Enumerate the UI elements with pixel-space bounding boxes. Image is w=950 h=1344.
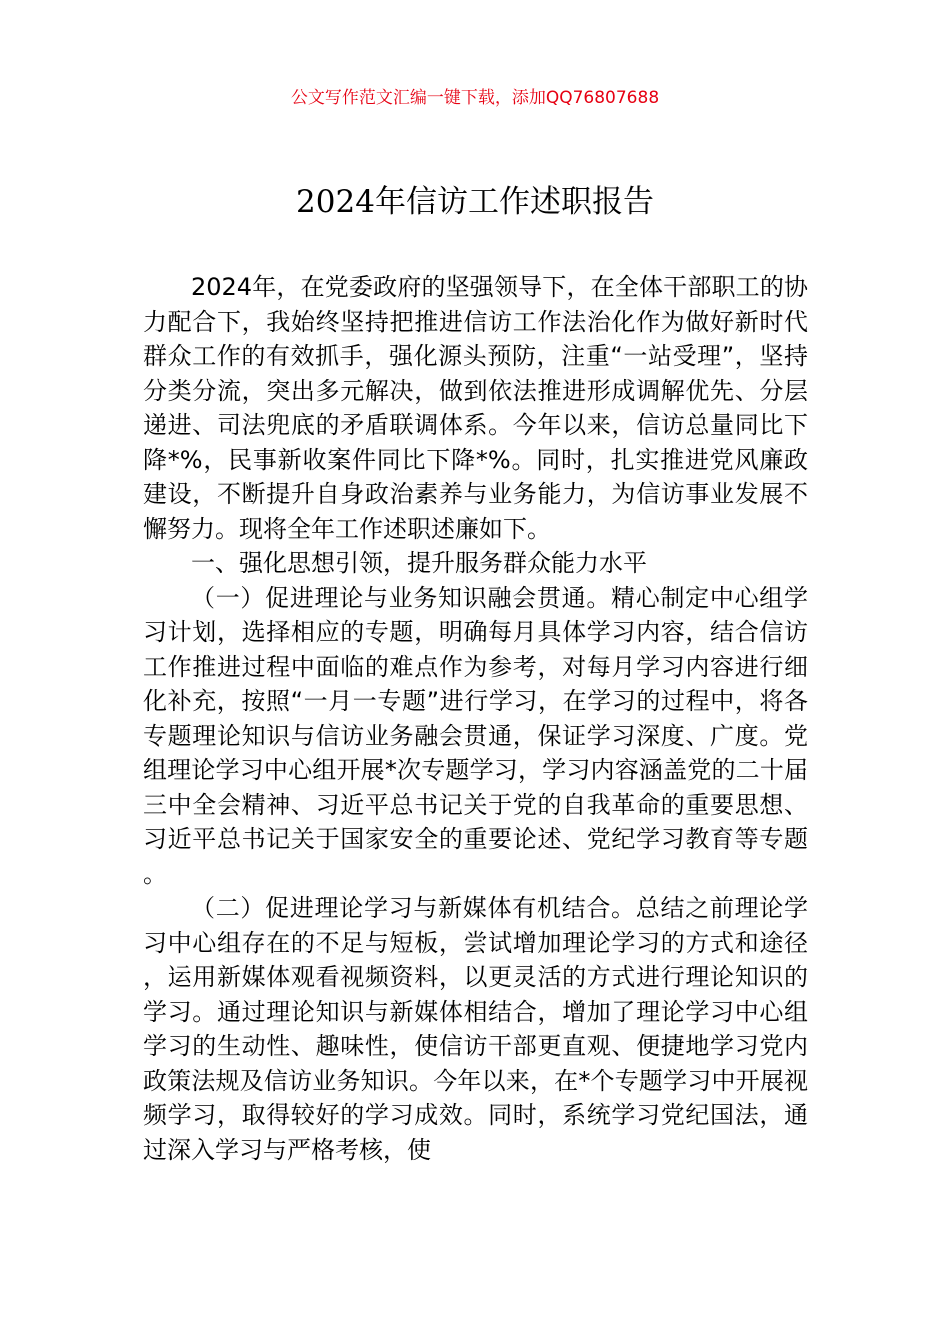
document-title: 2024年信访工作述职报告 xyxy=(296,184,654,220)
intro-paragraph: 2024年，在党委政府的坚强领导下，在全体干部职工的协力配合下，我始终坚持把推进信访工作法治化作为做好新时代群众工作的有效抓手，强化源头预防，注重“一站受理”，坚持分类分流，突出多元解决，做到依法推进形成调解优先、分层递进、司法兜底的矛盾联调体系。今年以来，信访总量同比下降*%，民事新收案件同比下降*%。同时，扎实推进党风廉政建设，不断提升自身政治素养与业务能力，为信访事业发展不懈努力。现将全年工作述职述廉如下。 xyxy=(143,273,808,543)
document-body xyxy=(143,270,808,1167)
subsection-paragraph-1: （一）促进理论与业务知识融会贯通。精心制定中心组学习计划，选择相应的专题，明确每月具体学习内容，结合信访工作推进过程中面临的难点作为参考，对每月学习内容进行细化补充，按照“一月一专题”进行学习，在学习的过程中，将各专题理论知识与信访业务融会贯通，保证学习深度、广度。党组理论学习中心组开展*次专题学习，学习内容涵盖党的二十届三中全会精神、习近平总书记关于党的自我革命的重要思想、习近平总书记关于国家安全的重要论述、党纪学习教育等专题。 xyxy=(143,583,808,888)
section-heading-1: 一、强化思想引领，提升服务群众能力水平 xyxy=(191,549,647,577)
subsection-paragraph-2: （二）促进理论学习与新媒体有机结合。总结之前理论学习中心组存在的不足与短板，尝试增加理论学习的方式和途径，运用新媒体观看视频资料，以更灵活的方式进行理论知识的学习。通过理论知识与新媒体相结合，增加了理论学习中心组学习的生动性、趣味性，使信访干部更直观、便捷地学习党内政策法规及信访业务知识。今年以来，在*个专题学习中开展视频学习，取得较好的学习成效。同时，系统学习党纪国法，通过深入学习与严格考核，使 xyxy=(143,894,808,1164)
download-banner: 公文写作范文汇编一键下载，添加QQ76807688 xyxy=(290,88,660,108)
